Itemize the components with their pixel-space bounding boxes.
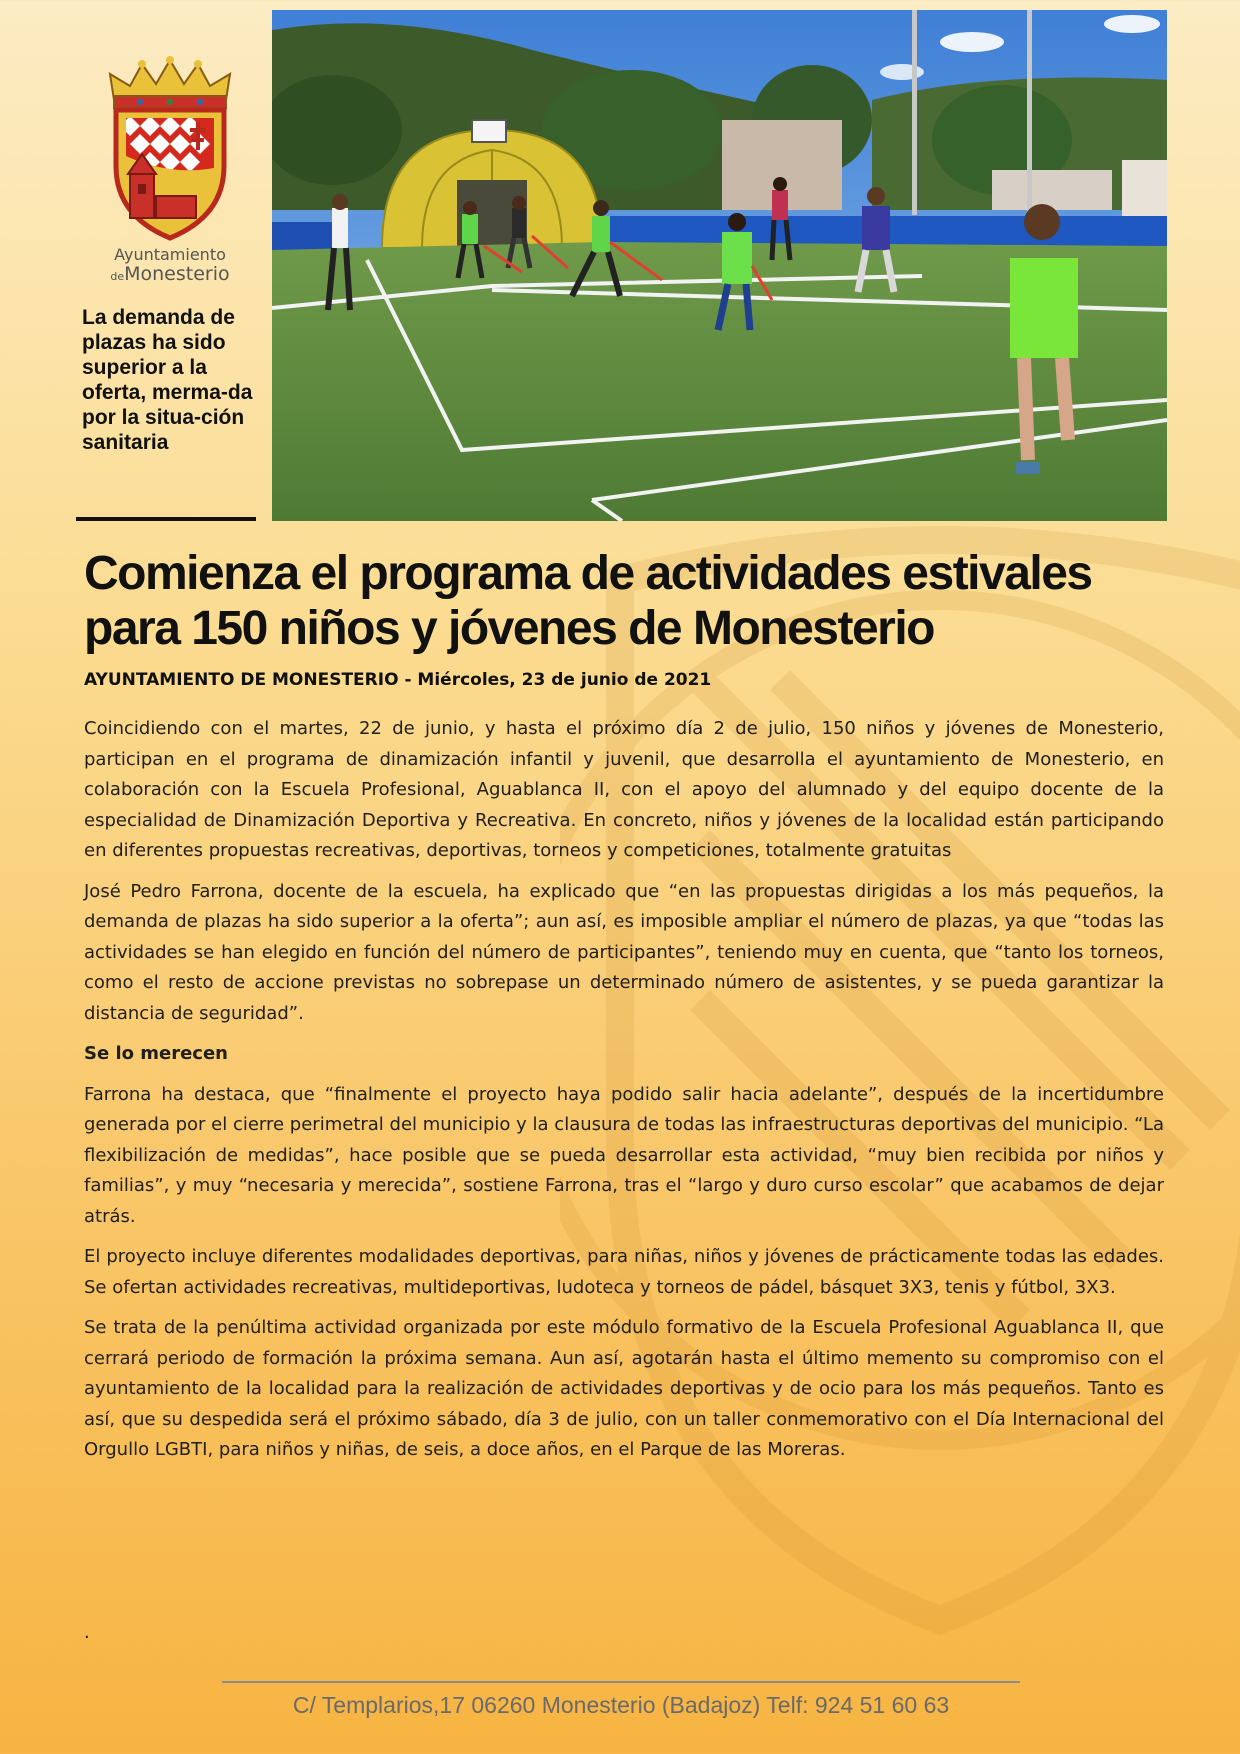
- logo-de: de: [110, 269, 125, 283]
- logo-line2: Monesterio: [124, 262, 230, 285]
- trailing-mark: .: [84, 1622, 90, 1643]
- article-photo: [272, 10, 1167, 521]
- logo-wordmark: [100, 246, 240, 284]
- pull-quote: La demanda de plazas ha sido superior a la oferta, merma-da por la situa-ción sanitaria: [82, 306, 253, 454]
- article-byline: AYUNTAMIENTO DE MONESTERIO - Miércoles, 23 de junio de 2021: [84, 670, 712, 690]
- body-paragraph: Coincidiendo con el martes, 22 de junio, y hasta el próximo día 2 de julio, 150 niños y jóvenes de Monesterio, participan en el programa de dinamización infantil y juvenil, que desarrolla el ayuntamiento de Monesterio, en colaboración con la Escuela Profesional, Aguablanca II, con el apoyo del alumnado y del equipo docente de la especialidad de Dinamización Deportiva y Recreativa. En concreto, niños y jóvenes de la localidad están participando en diferentes propuestas recreativas, deportivas, torneos y competiciones, totalmente gratuitas: [84, 718, 1164, 861]
- article-subheading: Se lo merecen: [84, 1043, 228, 1064]
- children-playing-floorball-photo: [272, 10, 1167, 521]
- coat-of-arms-icon: [100, 56, 240, 246]
- body-paragraph: Se trata de la penúltima actividad organizada por este módulo formativo de la Escuela Profesional Aguablanca II, que cerrará periodo de formación la próxima semana. Aun así, agotarán hasta el último memento su compromiso con el ayuntamiento de la localidad para la realización de actividades deportivas y de ocio para los más pequeños. Tanto es así, que su despedida será el próximo sábado, día 3 de julio, con un taller conmemorativo con el Día Internacional del Orgullo LGBTI, para niños y niñas, de seis, a doce años, en el Parque de las Moreras.: [84, 1317, 1164, 1460]
- municipal-logo: [100, 56, 240, 296]
- body-paragraph: José Pedro Farrona, docente de la escuela, ha explicado que “en las propuestas dirigidas a los más pequeños, la demanda de plazas ha sido superior a la oferta”; aun así, es imposible ampliar el número de plazas, ya que “todas las actividades se han elegido en función del número de participantes”, teniendo muy en cuenta, que “tanto los torneos, como el resto de accione previstas no sobrepase un determinado número de asistentes, y se pueda garantizar la distancia de seguridad”.: [84, 880, 1164, 1024]
- body-paragraph: Farrona ha destaca, que “finalmente el proyecto haya podido salir hacia adelante”, después de la incertidumbre generada por el cierre perimetral del municipio y la clausura de todas las infraestructuras deportivas del municipio. “La flexibilización de medidas”, hace posible que se pueda desarrollar esta actividad, “muy bien recibida por niños y familias”, y muy “necesaria y merecida”, sostiene Farrona, tras el “largo y duro curso escolar” que acabamos de dejar atrás.: [84, 1083, 1164, 1227]
- body-paragraph: El proyecto incluye diferentes modalidades deportivas, para niñas, niños y jóvenes de prácticamente todas las edades. Se ofertan actividades recreativas, multideportivas, ludoteca y torneos de pádel, básquet 3X3, tenis y fútbol, 3X3.: [84, 1246, 1164, 1298]
- article-title: Comienza el programa de actividades estivales para 150 niños y jóvenes de Monesterio: [84, 547, 1092, 655]
- footer-address: C/ Templarios,17 06260 Monesterio (Badajoz) Telf: 924 51 60 63: [292, 1692, 950, 1718]
- crown-icon: [110, 56, 230, 108]
- article-body: [84, 714, 1164, 1476]
- logo-line1: Ayuntamiento: [114, 245, 226, 264]
- footer-divider: [222, 1681, 1020, 1683]
- pull-quote-divider: [76, 517, 256, 521]
